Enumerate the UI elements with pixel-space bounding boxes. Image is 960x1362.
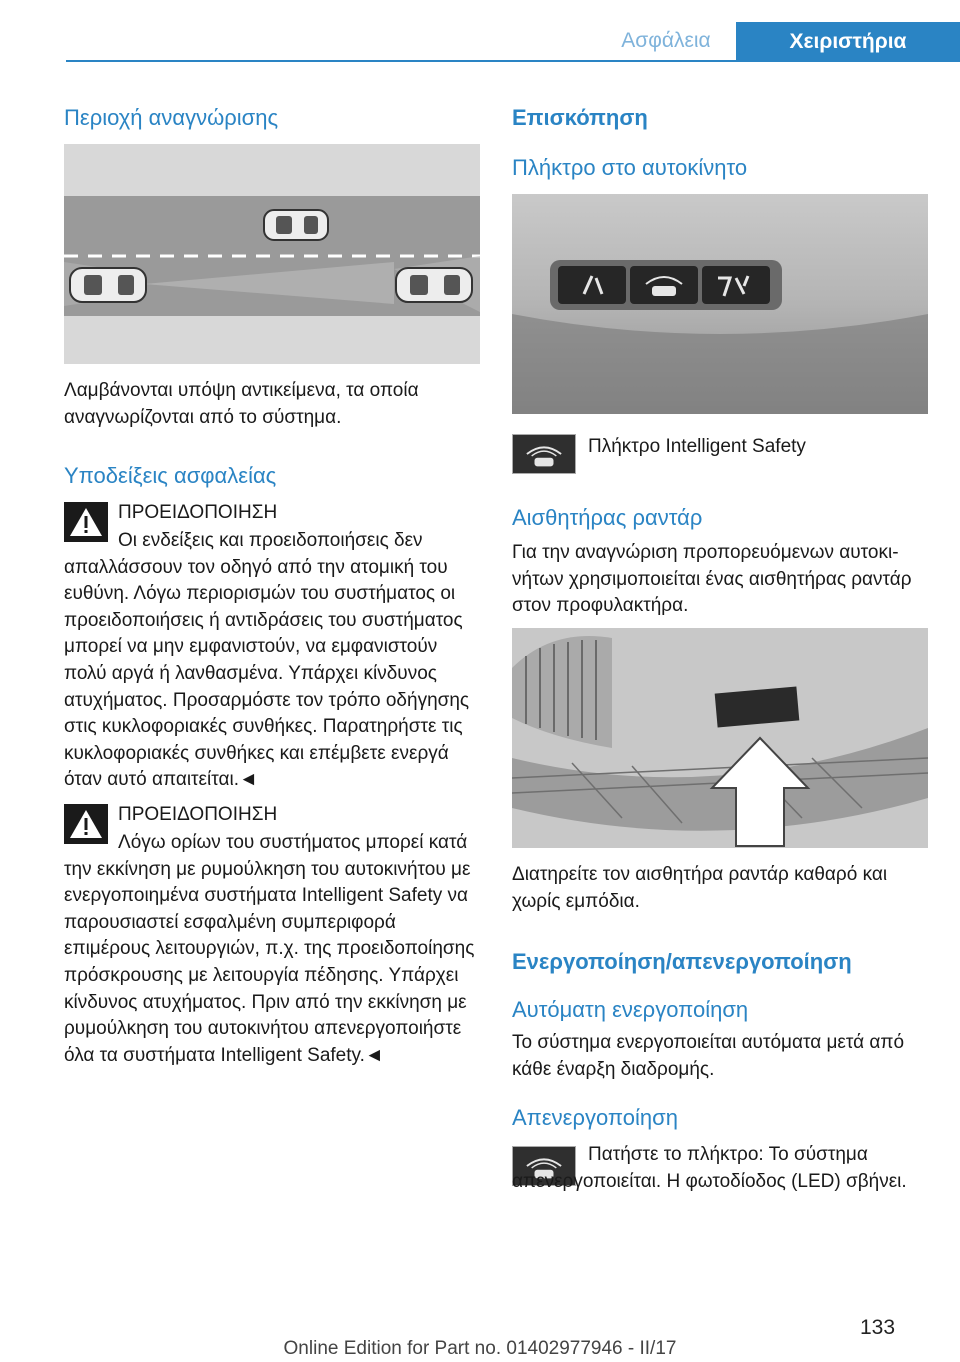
auto-activation-heading: Αυτόματη ενεργοποίηση <box>512 997 749 1022</box>
radar-sensor-figure <box>512 628 928 848</box>
warning-label: ΠΡΟΕΙΔΟΠΟΙΗΣΗ <box>118 502 278 523</box>
page-header <box>0 0 960 62</box>
auto-activation-text: Το σύστημα ενεργοποιείται αυτόματα μετά από κάθε έναρξη διαδρομής. <box>512 1032 905 1080</box>
tab-controls[interactable]: Χειριστήρια <box>736 22 960 62</box>
detection-area-figure <box>64 144 480 364</box>
deactivation-text: Πατήστε το πλήκτρο: Το σύστημα απενεργοποιείται. Η φωτοδίοδος (LED) σβήνει. <box>512 1144 907 1192</box>
detection-heading: Περιοχή αναγνώρισης <box>64 105 279 130</box>
header-rule <box>66 60 960 62</box>
radar-text: Για την αναγνώριση προπορευόμενων αυτοκινήτων χρησιμοποιείται ένας αισθητήρας ραντάρ στον προφυλακτήρα. <box>512 542 912 617</box>
deactivation-heading: Απενεργοποίηση <box>512 1105 678 1130</box>
safety-heading: Υποδείξεις ασφαλείας <box>64 463 277 488</box>
car-front-icon <box>264 210 328 240</box>
warning-text: Λόγω ορίων του συστήματος μπορεί κατά την εκκίνηση με ρυμούλκηση του αυτοκινήτου με ενεργοποιημένα συστήματα Intelligent Safety να παρουσιαστεί εσφαλμένη συμπεριφορά επιμέρους λειτουργιών, π.χ. της προειδοποίησης πρόσκρουσης με λειτουργία πέδησης. Υπάρχει κίνδυνος ατυχήματος. Πριν από την εκκίνηση με ρυμούλκηση του αυτοκινήτου απενεργοποιήστε όλα τα συστήματα Intelligent Safety.◄ <box>64 832 475 1066</box>
radar-caption: Διατηρείτε τον αισθητήρα ραντάρ καθαρό και χωρίς εμπόδια. <box>512 864 888 912</box>
button-panel-figure <box>512 194 928 414</box>
activation-heading: Ενεργοποίηση/απενεργοποίηση <box>512 949 852 974</box>
radar-heading: Αισθητήρας ραντάρ <box>512 505 703 530</box>
intelligent-safety-button-icon <box>512 434 576 474</box>
button-caption: Πλήκτρο Intelligent Safety <box>588 436 806 457</box>
button-heading: Πλήκτρο στο αυτοκίνητο <box>512 155 748 180</box>
warning-text: Οι ενδείξεις και προειδοποιήσεις δεν απαλλάσσουν τον οδηγό από την ατομική του ευθύνη. Λόγω περιορισμών του συστήματος οι προειδοποιήσεις ή αντιδράσεις του συστήματος μπορεί να μην εμφανιστούν, να εμφανιστούν πολύ αργά ή λανθασμένα. Υπάρχει κίνδυνος ατυχήματος. Προσαρμόστε τον τρόπο οδήγησης στις κυκλοφοριακές συνθήκες. Παρατηρήστε τις κυκλοφοριακές συνθήκες και επέμβετε ενεργά όταν αυτό απαιτείται.◄ <box>64 530 470 791</box>
page-number: 133 <box>860 1316 896 1339</box>
overview-heading: Επισκόπηση <box>512 105 648 130</box>
edition-footer: Online Edition for Part no. 01402977946 - II/17 <box>283 1338 677 1359</box>
tab-safety[interactable]: Ασφάλεια <box>621 29 711 52</box>
warning-label: ΠΡΟΕΙΔΟΠΟΙΗΣΗ <box>118 804 278 825</box>
detection-caption: Λαμβάνονται υπόψη αντικείμενα, τα οποία αναγνωρίζονται από το σύστημα. <box>64 380 419 428</box>
